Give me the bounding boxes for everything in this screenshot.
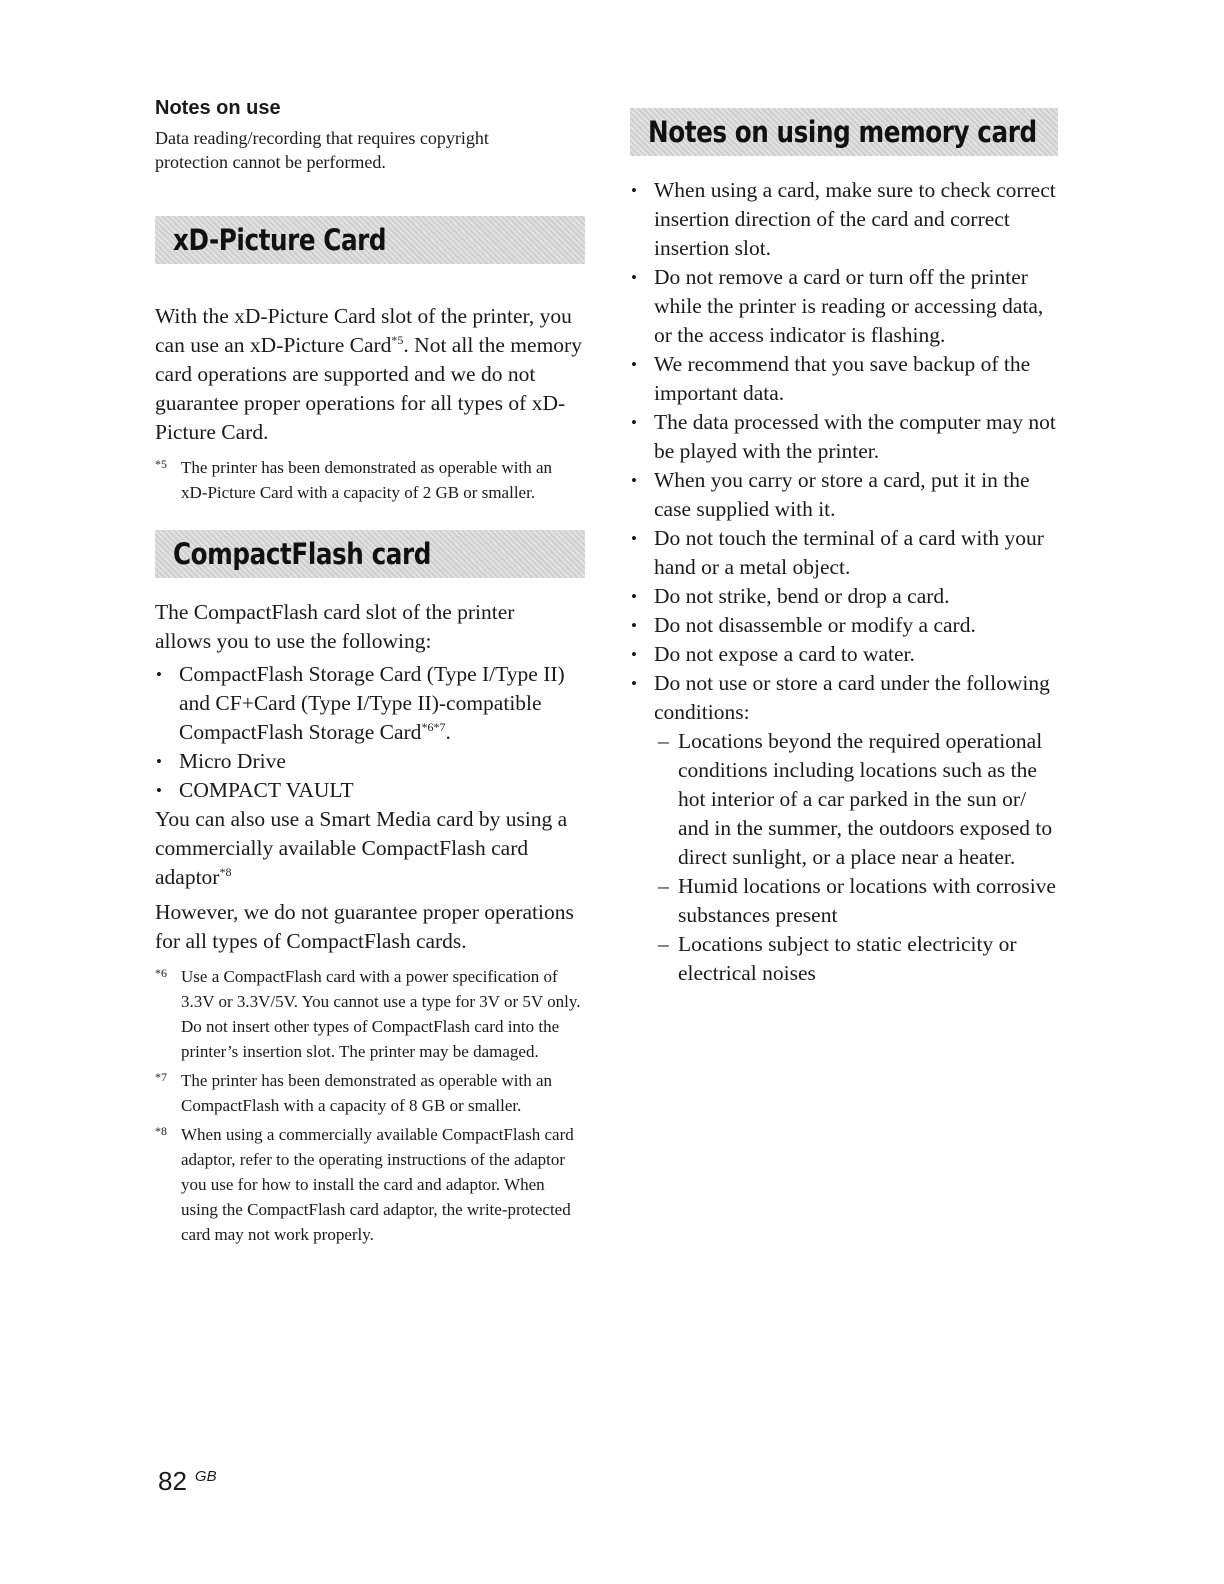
footnote-ref-8: *8: [219, 864, 232, 879]
compactflash-list: [155, 660, 585, 805]
list-item: • Do not disassemble or modify a card.: [630, 611, 1060, 640]
footnote-7: [155, 1068, 581, 1118]
footnote-8: [155, 1122, 581, 1247]
left-column: [155, 96, 585, 1247]
compactflash-intro: The CompactFlash card slot of the printer allows you to use the following:: [155, 600, 515, 653]
xd-picture-card-title: xD-Picture Card: [173, 223, 387, 257]
notes-on-use-heading: Notes on use: [155, 97, 281, 119]
footnote-5: [155, 455, 581, 505]
right-column: [630, 108, 1060, 988]
compactflash-card-banner: [155, 530, 585, 578]
footnote-5-mark: *5: [155, 457, 167, 471]
footnote-ref-5: *5: [391, 332, 404, 347]
list-item: • Do not touch the terminal of a card with your hand or a metal object.: [630, 524, 1060, 582]
xd-description: With the xD-Picture Card slot of the printer, you can use an xD-Picture Card$^{*5}$. Not all the memory card operations are supported and we do not guarantee proper operations for all types of xD-Picture Card.: [155, 304, 582, 444]
footnote-6-text: Use a CompactFlash card with a power specification of 3.3V or 3.3V/5V. You cannot use a type for 3V or 5V only. Do not insert other types of CompactFlash card into the printer’s insertion slot. The printer may be damaged.: [181, 967, 581, 1061]
list-item: • Do not strike, bend or drop a card.: [630, 582, 1060, 611]
list-item: • When you carry or store a card, put it in the case supplied with it.: [630, 466, 1060, 524]
page-number-value: 82: [158, 1466, 187, 1496]
smart-media-note: You can also use a Smart Media card by using a commercially available CompactFlash card adaptor$^{*8}$: [155, 807, 568, 889]
list-item: • When using a card, make sure to check correct insertion direction of the card and correct insertion slot.: [630, 176, 1060, 263]
list-item: • We recommend that you save backup of the important data.: [630, 350, 1060, 408]
page-number: [158, 1466, 217, 1497]
list-item: • Do not use or store a card under the following conditions: – Locations beyond the required operational conditions including locations such as the hot interior of a car parked in the sun or/ and in the summer, the outdoors exposed to direct sunlight, or a place near a heater. – Humid locations or locations with corrosive substances present – Locations subject to static electricity or electrical noises: [630, 669, 1060, 988]
compactflash-disclaimer: However, we do not guarantee proper operations for all types of CompactFlash cards.: [155, 900, 574, 953]
memory-card-notes-banner: [630, 108, 1058, 156]
list-item: • The data processed with the computer may not be played with the printer.: [630, 408, 1060, 466]
compactflash-card-title: CompactFlash card: [173, 537, 431, 571]
conditions-sublist: [654, 727, 1060, 988]
list-item: • COMPACT VAULT: [155, 776, 585, 805]
sub-list-item: – Locations subject to static electricity or electrical noises: [654, 930, 1060, 988]
footnote-7-text: The printer has been demonstrated as operable with an CompactFlash with a capacity of 8 GB or smaller.: [181, 1071, 553, 1115]
sub-list-item: – Humid locations or locations with corrosive substances present: [654, 872, 1060, 930]
list-item: • Do not remove a card or turn off the printer while the printer is reading or accessing data, or the access indicator is flashing.: [630, 263, 1060, 350]
memory-card-notes-title: Notes on using memory card: [648, 115, 1037, 149]
list-item: • Do not expose a card to water.: [630, 640, 1060, 669]
footnote-7-mark: *7: [155, 1070, 167, 1084]
xd-picture-card-banner: [155, 216, 585, 264]
notes-on-use-text: Data reading/recording that requires copyright protection cannot be performed.: [155, 128, 489, 172]
footnote-8-text: When using a commercially available CompactFlash card adaptor, refer to the operating instructions of the adaptor you use for how to install the card and adaptor. When using the CompactFlash card adaptor, the write-protected card may not work properly.: [181, 1125, 574, 1244]
footnote-6: [155, 964, 581, 1064]
page-number-suffix: GB: [194, 1468, 217, 1485]
list-item: • CompactFlash Storage Card (Type I/Type II) and CF+Card (Type I/Type II)-compatible CompactFlash Storage Card$^{*6*7}$.: [155, 660, 585, 747]
footnote-8-mark: *8: [155, 1124, 167, 1138]
footnote-5-text: The printer has been demonstrated as operable with an xD-Picture Card with a capacity of 2 GB or smaller.: [181, 458, 553, 502]
list-item: • Micro Drive: [155, 747, 585, 776]
sub-list-item: – Locations beyond the required operational conditions including locations such as the hot interior of a car parked in the sun or/ and in the summer, the outdoors exposed to direct sunlight, or a place near a heater.: [654, 727, 1060, 872]
footnote-6-mark: *6: [155, 966, 167, 980]
memory-card-notes-list: [630, 176, 1060, 988]
